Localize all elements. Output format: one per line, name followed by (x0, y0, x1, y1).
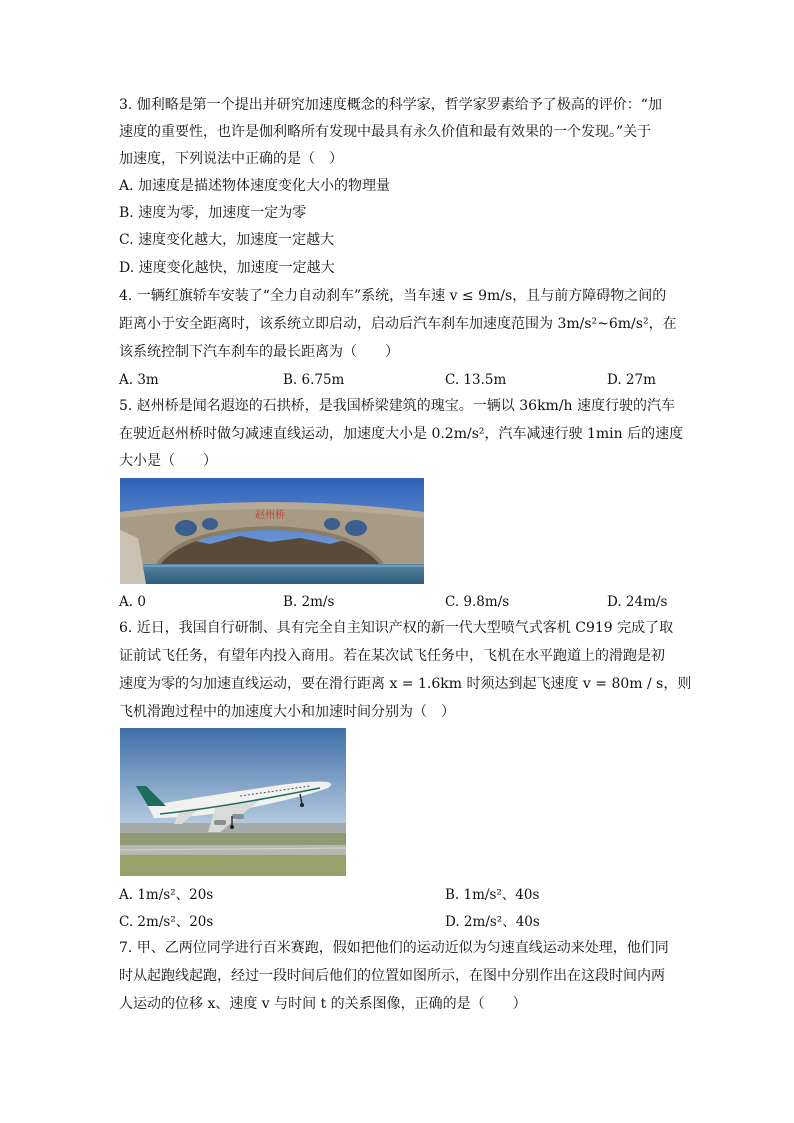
q3-option-c: C. 速度变化越大，加速度一定越大 (119, 232, 335, 248)
q7-stem-line-2: 时从起跑线起跑，经过一段时间后他们的位置如图所示，在图中分别作出在这段时间内两 (119, 968, 665, 984)
q5-stem-line-3: 大小是（ ） (119, 453, 217, 469)
q7-stem-line-1: 7. 甲、乙两位同学进行百米赛跑，假如把他们的运动近似为匀速直线运动来处理，他们同 (119, 940, 669, 956)
q3-option-d: D. 速度变化越快，加速度一定越大 (119, 260, 335, 276)
q3-option-b: B. 速度为零，加速度一定为零 (119, 205, 307, 221)
q4-option-b: B. 6.75m (283, 372, 345, 388)
q5-option-a: A. 0 (119, 594, 146, 610)
q5-option-b: B. 2m/s (283, 594, 335, 610)
q3-option-a: A. 加速度是描述物体速度变化大小的物理量 (119, 178, 391, 194)
q4-option-c: C. 13.5m (445, 372, 507, 388)
q4-stem-line-2: 距离小于安全距离时，该系统立即启动，启动后汽车刹车加速度范围为 3m/s²~6m/s²，在 (119, 316, 677, 332)
q3-stem-line-2: 速度的重要性，也许是伽利略所有发现中最具有永久价值和最有效果的一个发现。”关于 (119, 124, 652, 140)
q4-stem-line-1: 4. 一辆红旗轿车安装了“全力自动刹车”系统，当车速 v ≤ 9m/s，且与前方障碍物之间的 (119, 288, 667, 304)
q3-stem-line-1: 3. 伽利略是第一个提出并研究加速度概念的科学家，哲学家罗素给予了极高的评价：“加 (119, 97, 662, 113)
q4-option-d: D. 27m (607, 372, 656, 388)
q6-stem-line-4: 飞机滑跑过程中的加速度大小和加速时间分别为（ ） (119, 704, 455, 720)
q5-stem-line-1: 5. 赵州桥是闻名遐迩的石拱桥，是我国桥梁建筑的瑰宝。一辆以 36km/h 速度行驶的汽车 (119, 398, 676, 414)
q4-option-a: A. 3m (119, 372, 159, 388)
q5-option-c: C. 9.8m/s (445, 594, 510, 610)
q5-option-d: D. 24m/s (607, 594, 668, 610)
q6-option-b: B. 1m/s²、40s (445, 887, 540, 903)
zhaozhou-bridge-photo (120, 478, 424, 584)
bridge-inscription: 赵州桥 (255, 510, 285, 521)
q6-stem-line-1: 6. 近日，我国自行研制、具有完全自主知识产权的新一代大型喷气式客机 C919 完成了取 (119, 620, 674, 636)
q6-option-c: C. 2m/s²、20s (119, 914, 214, 930)
q6-stem-line-3: 速度为零的匀加速直线运动，要在滑行距离 x = 1.6km 时须达到起飞速度 v = 80m / s，则 (119, 676, 692, 692)
q7-stem-line-3: 人运动的位移 x、速度 v 与时间 t 的关系图像，正确的是（ ） (119, 996, 527, 1012)
q5-stem-line-2: 在驶近赵州桥时做匀减速直线运动，加速度大小是 0.2m/s²，汽车减速行驶 1min 后的速度 (119, 426, 684, 442)
q4-stem-line-3: 该系统控制下汽车刹车的最长距离为（ ） (119, 344, 399, 360)
q3-stem-line-3: 加速度，下列说法中正确的是（ ） (119, 151, 343, 167)
q6-option-a: A. 1m/s²、20s (119, 887, 214, 903)
airplane-photo (120, 728, 346, 876)
q6-option-d: D. 2m/s²、40s (445, 914, 540, 930)
q6-stem-line-2: 证前试飞任务，有望年内投入商用。若在某次试飞任务中，飞机在水平跑道上的滑跑是初 (119, 648, 665, 664)
